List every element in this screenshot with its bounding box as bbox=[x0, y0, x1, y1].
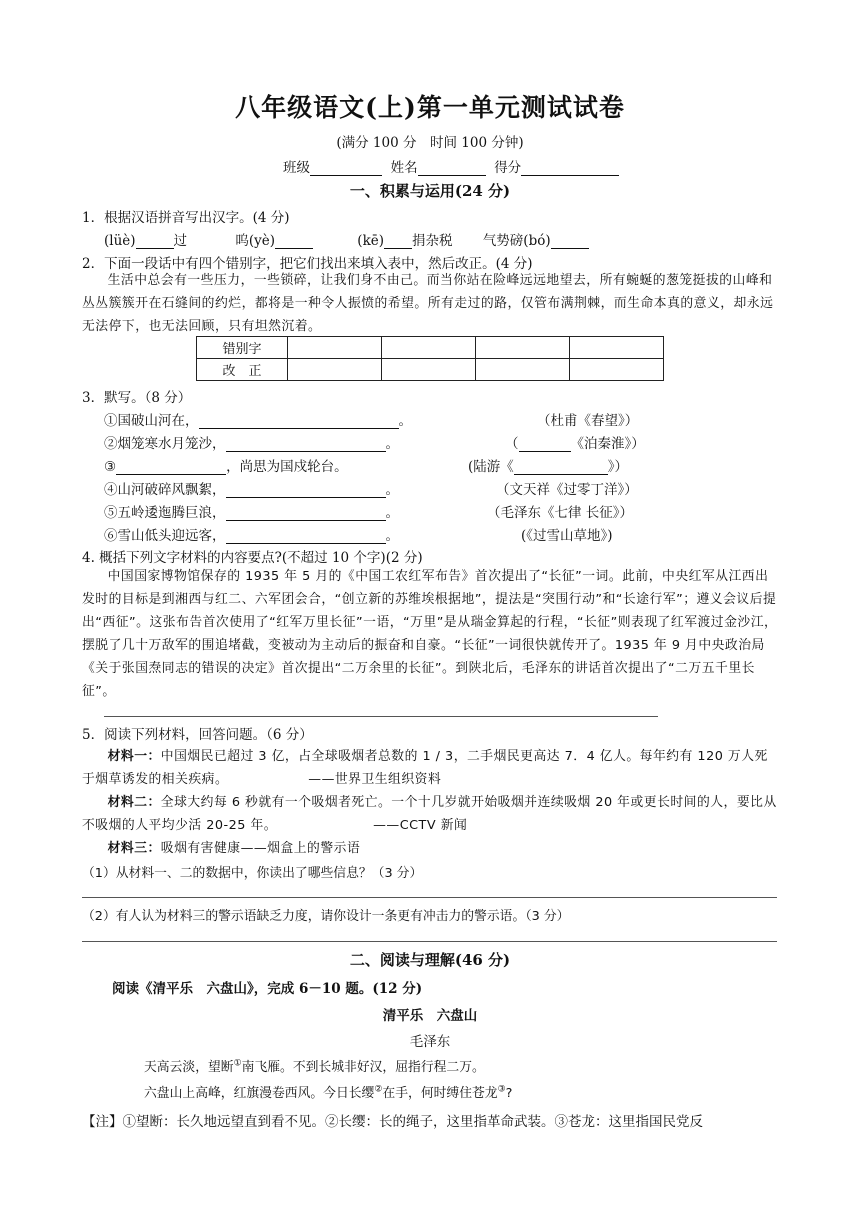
note-marker-3: ③ bbox=[497, 1084, 506, 1095]
q3-source-5: （毛泽东《七律 长征》） bbox=[487, 505, 634, 521]
q1-blank-1[interactable] bbox=[136, 234, 174, 249]
q3-line-tail: 。 bbox=[398, 413, 412, 429]
material-2-text: 全球大约每 6 秒就有一个吸烟者死亡。一个十几岁就开始吸烟并连续吸烟 20 年或更长时间的人，要比从不吸烟的人平均少活 20-25 年。 bbox=[82, 795, 777, 833]
section1-heading: 一、积累与运用(24 分) bbox=[349, 182, 511, 200]
q1-text-1: 过 bbox=[173, 233, 188, 249]
q3-source-6: (《过雪山草地》) bbox=[521, 528, 613, 544]
student-info-row bbox=[283, 156, 619, 176]
poem-line-1 bbox=[144, 1056, 485, 1075]
q3-source-pre: (陆游《 bbox=[468, 459, 514, 475]
q3-line-text: ④山河破碎风飘絮， bbox=[104, 482, 226, 498]
q4-passage: 中国国家博物馆保存的 1935 年 5 月的《中国工农红军布告》首次提出了“长征”一词。此前，中央红军从江西出发时的目标是到湘西与红二、六军团会合，“创立新的苏维埃根据地”，提法是“突围行动”和“长途行军”；遵义会议后提出“西征”。这张布告首次使用了“红军万里长征”一语，“万里”是从瑞金算起的行程，“长征”则表现了红军渡过金沙江，摆脱了几十万敌军的围追堵截，变被动为主动后的振奋和自豪。“长征”一词很快就传开了。1935 年 9 月中央政治局《关于张国焘同志的错误的决定》首次提出“二万余里的长征”。到陕北后，毛泽东的讲话首次提出了“二万五千里长征”。 bbox=[82, 569, 778, 699]
poem-line-2 bbox=[144, 1082, 512, 1101]
material-1-source: ——世界卫生组织资料 bbox=[308, 772, 442, 787]
section2-heading: 二、阅读与理解(46 分) bbox=[349, 951, 511, 969]
poem-line-1a: 天高云淡，望断 bbox=[144, 1060, 234, 1075]
q1-blank-3[interactable] bbox=[384, 234, 412, 249]
q3-line-tail: 。 bbox=[385, 482, 399, 498]
q3-line-3 bbox=[104, 455, 348, 475]
poem-author: 毛泽东 bbox=[409, 1034, 451, 1050]
material-2-label: 材料二： bbox=[107, 795, 161, 810]
table-cell[interactable] bbox=[476, 359, 570, 381]
q1-stem: 1．根据汉语拼音写出汉字。(4 分) bbox=[82, 210, 290, 226]
q5-answer-line-2[interactable] bbox=[82, 941, 777, 942]
table-cell[interactable] bbox=[570, 337, 664, 359]
poem-line-2b: 在手，何时缚住苍龙 bbox=[382, 1086, 498, 1101]
q3-blank[interactable] bbox=[226, 483, 386, 498]
poem-line-1b: 南飞雁。不到长城非好汉，屈指行程二万。 bbox=[241, 1060, 485, 1075]
q3-line-4 bbox=[104, 478, 399, 498]
q3-line-6 bbox=[104, 524, 399, 544]
class-blank[interactable] bbox=[310, 161, 382, 176]
q3-line-1 bbox=[104, 409, 412, 429]
table-cell[interactable] bbox=[382, 337, 476, 359]
q1-pinyin-2: 呜(yè) bbox=[235, 233, 275, 249]
material-1-label: 材料一： bbox=[107, 749, 161, 764]
poem-title: 清平乐 六盘山 bbox=[382, 1008, 478, 1024]
name-label: 姓名 bbox=[390, 160, 418, 176]
q3-stem: 3．默写。（8 分） bbox=[82, 390, 192, 406]
poem-line-2a: 六盘山上高峰，红旗漫卷西风。今日长缨 bbox=[144, 1086, 375, 1101]
q5-material-3 bbox=[82, 837, 780, 860]
material-1-text: 中国烟民已超过 3 亿，占全球吸烟者总数的 1 / 3，二手烟民更高达 7．4 亿人。每年约有 120 万人死于烟草诱发的相关疾病。 bbox=[82, 749, 768, 787]
q3-source-3 bbox=[468, 455, 628, 475]
q3-source-1: （杜甫《春望》） bbox=[537, 413, 639, 429]
q3-source-blank[interactable] bbox=[514, 460, 608, 475]
q3-source-2 bbox=[505, 432, 645, 452]
q3-line-text: ①国破山河在， bbox=[104, 413, 199, 429]
q1-items bbox=[104, 229, 589, 249]
q1-blank-4[interactable] bbox=[551, 234, 589, 249]
q3-line-5 bbox=[104, 501, 399, 521]
table-header-errors: 错别字 bbox=[197, 337, 288, 359]
q3-blank[interactable] bbox=[226, 506, 386, 521]
q3-source-4: （文天祥《过零丁洋》） bbox=[496, 482, 638, 498]
q1-pinyin-4: 气势磅(bó) bbox=[482, 233, 551, 249]
q1-pinyin-3: (kē) bbox=[357, 233, 385, 249]
q3-line-text: ⑤五岭逶迤腾巨浪， bbox=[104, 505, 226, 521]
q3-line-tail: 。 bbox=[385, 528, 399, 544]
q3-blank[interactable] bbox=[116, 460, 226, 475]
reading-intro: 阅读《清平乐 六盘山》，完成 6－10 题。(12 分) bbox=[112, 981, 423, 997]
table-cell[interactable] bbox=[570, 359, 664, 381]
q3-line-mid: ，尚思为国戍轮台。 bbox=[226, 459, 348, 475]
note-marker-2: ② bbox=[374, 1084, 383, 1095]
score-blank[interactable] bbox=[521, 161, 619, 176]
q5-stem: 5．阅读下列材料，回答问题。（6 分） bbox=[82, 727, 313, 743]
q3-line-tail: 。 bbox=[385, 436, 399, 452]
table-header-correct: 改 正 bbox=[197, 359, 288, 381]
q3-line-text: ③ bbox=[104, 459, 117, 475]
note-marker-1: ① bbox=[233, 1058, 242, 1069]
q3-source-post: 《泊秦淮》） bbox=[570, 436, 645, 452]
poem-notes: 【注】①望断：长久地远望直到看不见。②长缨：长的绳子，这里指革命武装。③苍龙：这里指国民党反 bbox=[82, 1114, 703, 1130]
q5-material-2 bbox=[82, 791, 780, 837]
q3-blank[interactable] bbox=[226, 529, 386, 544]
table-cell[interactable] bbox=[382, 359, 476, 381]
q5-material-1 bbox=[82, 745, 780, 791]
q3-blank[interactable] bbox=[199, 414, 399, 429]
table-cell[interactable] bbox=[476, 337, 570, 359]
q3-source-pre: （ bbox=[505, 436, 519, 452]
q4-answer-line[interactable] bbox=[104, 716, 658, 717]
q3-blank[interactable] bbox=[226, 437, 386, 452]
material-2-source: ——CCTV 新闻 bbox=[373, 818, 468, 833]
q1-text-3: 捐杂税 bbox=[412, 233, 453, 249]
table-cell[interactable] bbox=[288, 337, 382, 359]
material-3-text: 吸烟有害健康——烟盒上的警示语 bbox=[160, 841, 361, 856]
class-label: 班级 bbox=[283, 160, 310, 176]
q2-stem: 2．下面一段话中有四个错别字，把它们找出来填入表中，然后改正。(4 分) bbox=[82, 256, 533, 272]
material-3-label: 材料三： bbox=[107, 841, 161, 856]
q2-passage: 生活中总会有一些压力，一些锁碎，让我们身不由己。而当你站在险峰远远地望去，所有蜿蜒的葱笼挺拔的山峰和丛丛簇簇开在石缝间的约烂，都将是一种令人振愤的希望。所有走过的路，仅管布满荆棘，而生命本真的意义，却永远无法停下，也无法回顾，只有坦然沉着。 bbox=[82, 273, 774, 334]
q5-answer-line-1[interactable] bbox=[82, 897, 777, 898]
q3-line-2 bbox=[104, 432, 399, 452]
q4-stem: 4. 概括下列文字材料的内容要点?(不超过 10 个字)(2 分) bbox=[82, 550, 423, 566]
q3-line-tail: 。 bbox=[385, 505, 399, 521]
q3-source-blank[interactable] bbox=[519, 437, 571, 452]
q3-source-post: 》） bbox=[607, 459, 629, 475]
q3-line-text: ②烟笼寒水月笼沙， bbox=[104, 436, 226, 452]
name-blank[interactable] bbox=[418, 161, 486, 176]
q5-sub-question-2: （2）有人认为材料三的警示语缺乏力度，请你设计一条更有冲击力的警示语。（3 分） bbox=[82, 909, 570, 924]
table-cell[interactable] bbox=[288, 359, 382, 381]
poem-line-2c: ? bbox=[505, 1086, 513, 1101]
page-title: 八年级语文(上)第一单元测试试卷 bbox=[235, 93, 625, 122]
q2-correction-table bbox=[196, 336, 664, 381]
score-label: 得分 bbox=[494, 160, 522, 176]
q3-line-text: ⑥雪山低头迎远客， bbox=[104, 528, 226, 544]
q5-sub-question-1: （1）从材料一、二的数据中，你读出了哪些信息？（3 分） bbox=[82, 866, 423, 881]
q1-pinyin-1: (lüè) bbox=[104, 233, 136, 249]
score-time-info: (满分 100 分 时间 100 分钟) bbox=[336, 135, 524, 151]
q1-blank-2[interactable] bbox=[275, 234, 313, 249]
